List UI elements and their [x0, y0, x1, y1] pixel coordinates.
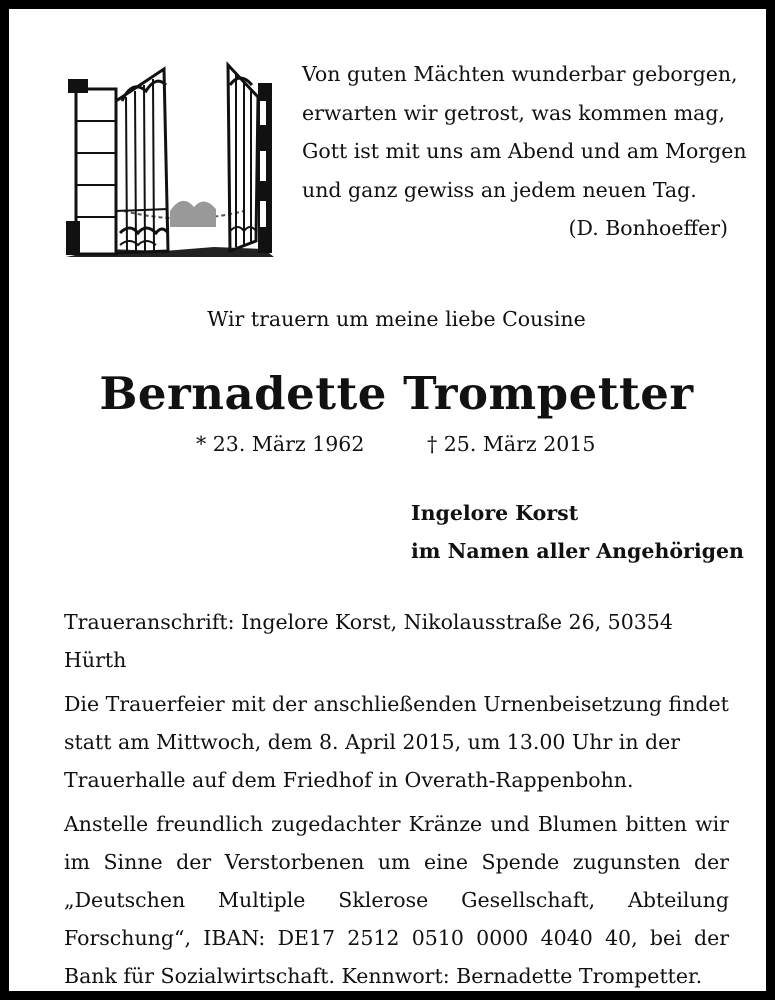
birth-date: * 23. März 1962: [196, 432, 365, 456]
poem-line: Gott ist mit uns am Abend und am Morgen: [302, 139, 747, 163]
bonhoeffer-poem: [302, 55, 747, 248]
on-behalf-line: im Namen aller Angehörigen: [411, 539, 744, 563]
death-date: † 25. März 2015: [427, 432, 596, 456]
poem-author: (D. Bonhoeffer): [568, 216, 728, 240]
mourner-name: Ingelore Korst: [411, 501, 579, 525]
intro-text: Wir trauern um meine liebe Cousine: [207, 307, 586, 331]
ceremony-paragraph: Die Trauerfeier mit der anschließenden Urnenbeisetzung findet statt am Mittwoch, dem 8. April 2015, um 13.00 Uhr in der Trauerhalle auf dem Friedhof in Overath-Rappenbohn.: [64, 692, 729, 792]
poem-line: und ganz gewiss an jedem neuen Tag.: [302, 177, 697, 202]
notice-body: [64, 603, 729, 1001]
open-gate-icon: [64, 61, 276, 261]
address-line: Traueranschrift: Ingelore Korst, Nikolausstraße 26, 50354 Hürth: [64, 610, 673, 672]
donation-paragraph: Anstelle freundlich zugedachter Kränze und Blumen bitten wir im Sinne der Verstorbenen um eine Spende zugunsten der „Deutschen Multiple Sklerose Gesellschaft, Abteilung Forschung“, IBAN: DE17 2512 0510 0000 4040 40, bei der Bank für Sozialwirtschaft. Kennwort: Bernadette Trompetter.: [64, 812, 729, 988]
signature-block: [411, 494, 744, 570]
poem-line: Von guten Mächten wunderbar geborgen,: [302, 62, 738, 86]
deceased-name: Bernadette Trompetter: [99, 367, 694, 420]
poem-line: erwarten wir getrost, was kommen mag,: [302, 100, 726, 125]
